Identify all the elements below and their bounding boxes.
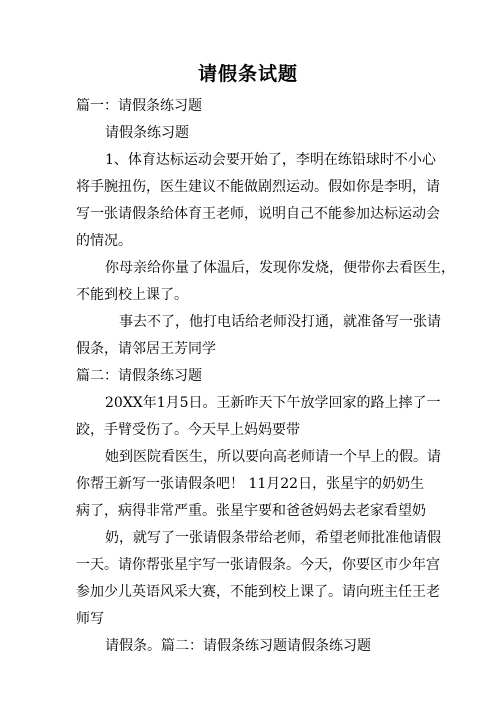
paragraph-line: 一天。请你帮张星宇写一张请假条。今天，你要区市少年宫 <box>76 557 440 573</box>
paragraph-line: 师写 <box>76 611 104 627</box>
paragraph-line: 病了，病得非常严重。张星宇要和爸爸妈妈去老家看望奶 <box>76 503 426 519</box>
paragraph-line: 假条，请邻居王芳同学 <box>76 341 216 357</box>
paragraph-line: 1、体育达标运动会要开始了，李明在练铅球时不小心 <box>105 152 436 168</box>
paragraph-line: 20XX年1月5日。王新昨天下午放学回家的路上摔了一 <box>105 395 441 411</box>
paragraph-line: 她到医院看医生，所以要向高老师请一个早上的假。请 <box>105 449 441 465</box>
paragraph-line: 将手腕扭伤，医生建议不能做剧烈运动。假如你是李明，请 <box>76 179 440 195</box>
paragraph-line: 参加少儿英语风采大赛，不能到校上课了。请向班主任王老 <box>76 584 440 600</box>
paragraph-line: 写一张请假条给体育王老师，说明自己不能参加达标运动会 <box>76 206 440 222</box>
paragraph-line: 请假条。篇二：请假条练习题请假条练习题 <box>105 638 371 654</box>
section-heading-1: 篇一：请假条练习题 <box>76 98 202 114</box>
paragraph-line: 你母亲给你量了体温后，发现你发烧，便带你去看医生， <box>105 260 455 276</box>
paragraph-line: 跤，手臂受伤了。今天早上妈妈要带 <box>76 422 300 438</box>
paragraph-line: 事去不了，他打电话给老师没打通，就准备写一张请 <box>119 314 441 330</box>
paragraph-line: 你帮王新写一张请假条吧！ 11月22日，张星宇的奶奶生 <box>76 476 425 492</box>
paragraph-line: 不能到校上课了。 <box>76 287 188 303</box>
section-heading-2: 篇二：请假条练习题 <box>76 368 202 384</box>
paragraph-line: 请假条练习题 <box>105 125 189 141</box>
paragraph-line: 的情况。 <box>76 233 132 249</box>
paragraph-line: 奶，就写了一张请假条带给老师，希望老师批准他请假 <box>105 530 441 546</box>
document-title: 请假条试题 <box>197 63 298 85</box>
